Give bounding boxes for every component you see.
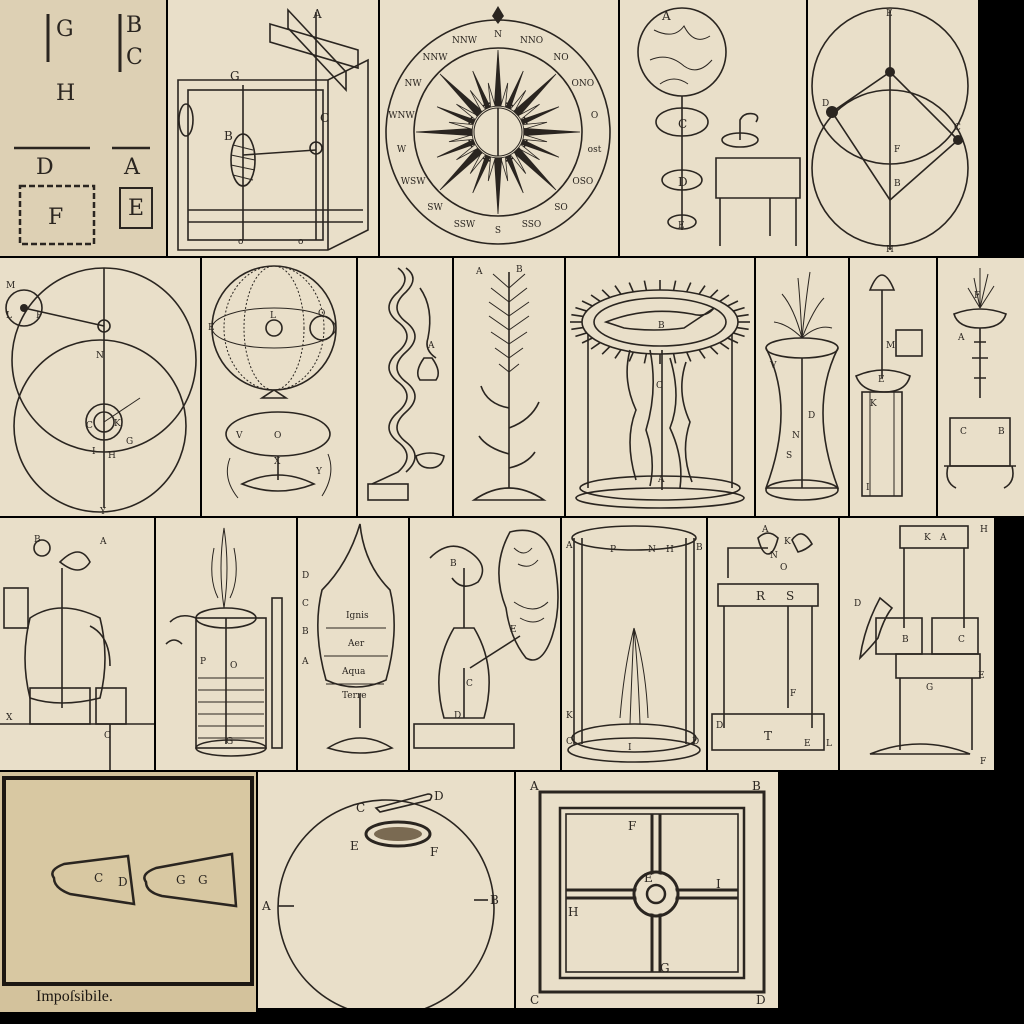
panel-two-circles (808, 0, 978, 256)
label-o: O (274, 431, 282, 441)
label-a: A (476, 267, 483, 277)
panel-bird-stand (708, 518, 838, 770)
label-h: H (980, 525, 988, 535)
compass-ring-label: S (494, 226, 502, 236)
label-n: N (792, 431, 800, 441)
sun-ray (575, 333, 586, 336)
label-m: M (886, 341, 896, 351)
sun-ray (582, 301, 592, 306)
sun-ray (720, 343, 729, 349)
label-h: H (568, 905, 579, 919)
label-e: E (804, 739, 811, 749)
label-l: L (826, 739, 832, 749)
label-f: F (430, 845, 439, 859)
panel-head-flask (410, 518, 560, 770)
label-l: L (270, 311, 276, 321)
label-n: N (96, 351, 104, 361)
panel-letter-diagram (0, 0, 166, 256)
label-a: A (302, 657, 309, 667)
label-g2: G (198, 873, 208, 887)
compass-point (506, 71, 524, 109)
panel-globe-stack (620, 0, 806, 256)
compass-point (473, 71, 491, 109)
label-a: A (762, 525, 769, 535)
sun-ray (615, 286, 621, 295)
label-c: C (954, 123, 961, 133)
sun-ray (737, 315, 749, 317)
label-c: C (958, 635, 965, 645)
label-h: H (56, 81, 76, 106)
sun-ray (699, 350, 705, 359)
jar-word-aqua: Aqua (342, 667, 366, 677)
label-v: V (770, 361, 777, 371)
label-e: E (678, 221, 685, 231)
compass-ring-label: SO (554, 203, 568, 214)
label-a: A (658, 475, 665, 485)
panel-tower-cisterns (840, 518, 994, 770)
compass-ring-label: NNW (451, 35, 477, 46)
label-c: C (960, 427, 967, 437)
compass-ring-label: O (590, 110, 599, 121)
sun-ray (591, 343, 600, 349)
label-f: F (894, 145, 901, 155)
label-f: F (974, 291, 981, 301)
compass-point (521, 107, 559, 125)
label-t: T (764, 729, 773, 743)
label-a: A (100, 537, 107, 547)
sun-ray (737, 328, 749, 330)
compass-ring-label: WSW (400, 177, 426, 187)
sun-ray (575, 308, 586, 311)
compass-point (437, 107, 475, 125)
sun-ray (615, 350, 621, 359)
label-b: B (752, 779, 761, 793)
label-s: S (786, 451, 793, 461)
label-f: F (980, 757, 987, 767)
label-a: A (662, 9, 671, 23)
compass-point (416, 128, 472, 135)
label-b: B (450, 559, 457, 569)
sun-ray (720, 295, 729, 301)
label-c: C (94, 871, 104, 885)
label-a: A (313, 7, 322, 21)
sun-ray (571, 328, 583, 330)
label-d: D (822, 99, 830, 109)
label-d: D (454, 711, 462, 721)
label-e: E (510, 625, 517, 635)
panel-corner-strip (980, 0, 1024, 256)
compass-point (473, 155, 491, 193)
label-d: D (36, 155, 54, 180)
label-a: A (566, 541, 573, 551)
label-b: B (516, 265, 523, 275)
label-b: B (902, 635, 909, 645)
label-e: E (978, 671, 985, 681)
label-c: C (678, 117, 688, 131)
label-r: R (756, 589, 766, 603)
jar-word-terre: Terre (342, 691, 367, 701)
label-g: G (126, 437, 134, 447)
sun-ray (728, 301, 738, 306)
label-b: B (302, 627, 309, 637)
panel-row3-gap (996, 518, 1024, 770)
sun-ray (733, 308, 744, 311)
label-d: D (434, 789, 444, 803)
label-e: E (878, 375, 885, 385)
label-a: A (940, 533, 947, 543)
label-a: A (958, 333, 965, 343)
panel-column-fountain (562, 518, 706, 770)
compass-ring-label: NO (553, 52, 569, 63)
label-x: X (6, 713, 13, 723)
compass-ring-label: SSW (453, 220, 476, 231)
panel-impossible-cones (0, 772, 256, 1012)
label-i: I (628, 743, 632, 753)
panel-elements-vessel (298, 518, 408, 770)
label-a: A (262, 899, 271, 913)
panel-hourglass-fountain (756, 258, 848, 516)
sun-ray (733, 333, 744, 336)
label-c: C (302, 599, 309, 609)
label-y: Y (316, 467, 322, 477)
label-k: K (566, 711, 573, 721)
compass-point (494, 158, 501, 214)
label-n: N (770, 551, 778, 561)
panel-sphere-engine (0, 518, 154, 770)
sun-ray (602, 347, 610, 355)
label-d: D (756, 993, 766, 1007)
label-i: I (92, 447, 96, 457)
panel-orbit-circles (0, 258, 200, 516)
label-b: B (126, 13, 143, 38)
label-g: G (926, 683, 934, 693)
compass-point (437, 140, 475, 158)
label-d: D (118, 875, 128, 889)
sun-ray (571, 315, 583, 317)
label-h: H (886, 245, 894, 255)
label-p: P (610, 545, 617, 555)
label-p: P (36, 311, 43, 321)
label-e: E (644, 871, 653, 885)
label-q: Q (318, 309, 326, 319)
sun-ray (602, 290, 610, 298)
panel-serpentine-tube (358, 258, 452, 516)
compass-ring-label: SSO (521, 220, 542, 231)
panel-cistern (156, 518, 296, 770)
label-b: B (696, 543, 703, 553)
sun-ray (687, 352, 691, 361)
compass-ring-label: NW (404, 79, 422, 89)
label-d: D (716, 721, 724, 731)
jar-word-aer: Aer (348, 639, 365, 649)
sun-ray (710, 290, 718, 298)
label-c: C (466, 679, 473, 689)
label-d: D (678, 175, 688, 189)
label-y: Y (100, 507, 106, 516)
label-h: H (108, 451, 116, 461)
compass-ring-label: WNW (388, 110, 415, 121)
label-b: B (490, 893, 499, 907)
label-d: D (692, 737, 700, 747)
label-k: K (784, 537, 791, 547)
compass-point (494, 50, 501, 106)
label-d: D (808, 411, 816, 421)
label-b: B (34, 535, 41, 545)
label-c: C (126, 45, 143, 70)
label-b: B (224, 129, 233, 143)
compass-ring-label: ost (587, 145, 602, 156)
impossible-caption: Impoſsibile. (36, 988, 113, 1005)
compass-ring-label: SW (427, 203, 443, 214)
label-o: O (230, 661, 238, 671)
compass-ring-label: NNW (422, 52, 448, 63)
sun-ray (674, 281, 676, 291)
label-n: N (648, 545, 656, 555)
label-k: K (114, 419, 121, 429)
label-g: G (660, 961, 670, 975)
label-s: S (786, 589, 795, 603)
compass-point (524, 128, 580, 135)
label-i: I (866, 483, 870, 493)
compass-point (521, 140, 559, 158)
label-m: M (6, 281, 16, 291)
compass-ring-label: W (396, 145, 407, 156)
panel-wind-box (168, 0, 378, 256)
sun-ray (644, 354, 646, 364)
label-e: E (128, 196, 145, 221)
label-c: C (656, 381, 663, 391)
jar-word-ignis: Ignis (346, 611, 369, 621)
label-o2: o (298, 237, 304, 247)
label-a: A (530, 779, 539, 793)
compass-ring-label: N (494, 30, 502, 40)
label-o1: o (238, 237, 244, 247)
sun-ray (591, 295, 600, 301)
label-d: D (302, 571, 310, 581)
label-b: B (894, 179, 901, 189)
label-a: A (428, 341, 435, 351)
label-e: E (886, 9, 893, 19)
panel-bird-fountain (566, 258, 754, 516)
label-k: K (924, 533, 931, 543)
sun-ray (699, 286, 705, 295)
label-i: I (716, 877, 721, 891)
compass-point (506, 155, 524, 193)
panel-pedestal-fountain (850, 258, 936, 516)
label-e: E (350, 839, 359, 853)
panel-cross-frame (516, 772, 778, 1008)
label-c: C (104, 731, 111, 741)
label-x: X (274, 457, 281, 467)
label-c: C (530, 993, 540, 1007)
panel-wheat-plant (454, 258, 564, 516)
label-g1: G (176, 873, 186, 887)
label-k: K (870, 399, 877, 409)
label-p: P (200, 657, 207, 667)
compass-ring-label: NNO (519, 35, 544, 46)
sun-ray (629, 283, 633, 292)
label-c: C (86, 421, 93, 431)
sun-ray (644, 281, 646, 291)
label-a: A (124, 155, 140, 180)
label-e: E (208, 323, 215, 333)
label-o: O (780, 563, 788, 573)
compass-ring-label: ONO (571, 79, 595, 89)
label-v: V (236, 431, 243, 441)
label-f: F (48, 205, 64, 230)
panel-tree-fountain (938, 258, 1024, 516)
label-g: G (226, 737, 234, 747)
label-h: H (666, 545, 674, 555)
label-c: C (320, 111, 330, 125)
sun-ray (710, 347, 718, 355)
label-f: F (790, 689, 797, 699)
label-b: B (658, 321, 665, 331)
sun-ray (674, 354, 676, 364)
panel-sphere-ring (258, 772, 514, 1008)
label-g: G (230, 69, 240, 83)
label-d: D (854, 599, 862, 609)
label-l: L (6, 311, 12, 321)
label-g: G (56, 17, 74, 42)
label-c: C (356, 801, 366, 815)
label-b: B (998, 427, 1005, 437)
label-f: F (628, 819, 637, 833)
label-c: C (566, 737, 573, 747)
panel-compass-rose (380, 0, 618, 256)
sun-ray (687, 283, 691, 292)
compass-ring-label: OSO (572, 177, 594, 187)
panel-armillary (202, 258, 356, 516)
